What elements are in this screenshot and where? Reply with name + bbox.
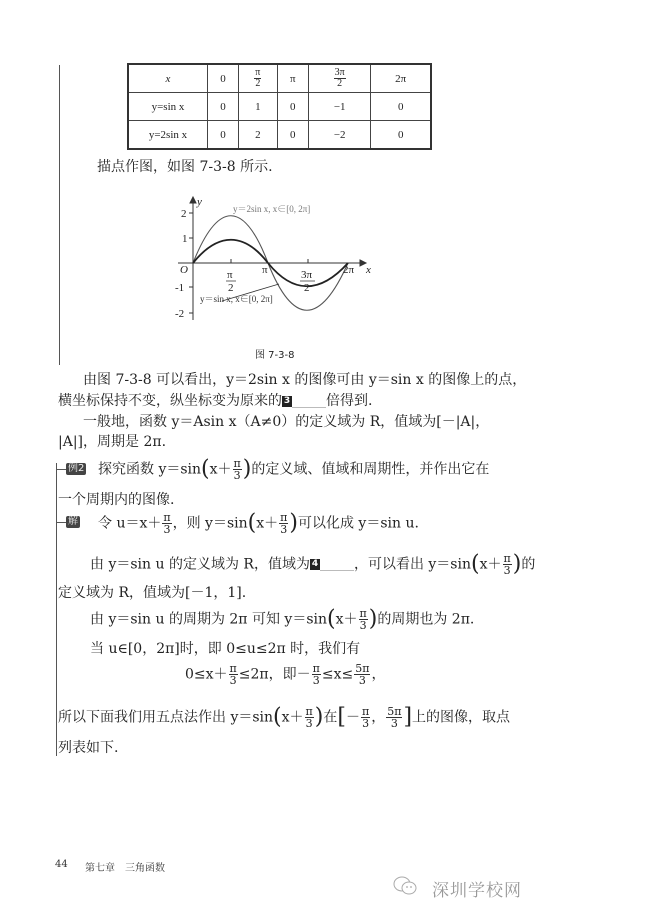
para2-line2: |A|]，周期是 2π.	[58, 434, 167, 450]
wechat-icon	[392, 874, 420, 898]
table-row-label: y=2sin x	[128, 121, 208, 150]
table-cell: −2	[308, 121, 370, 150]
example-line1	[98, 458, 489, 481]
text: ，则 y＝sin	[172, 515, 248, 532]
fraction	[229, 663, 238, 686]
num: π	[233, 457, 241, 470]
paren: (	[201, 456, 210, 482]
text: 的定义域、值域和周期性，并作出它在	[251, 461, 490, 478]
den: 3	[358, 674, 366, 687]
value-table	[127, 63, 432, 150]
sol-line6	[185, 663, 385, 686]
table-header-cell: 2π	[371, 64, 431, 93]
text: 可以化成 y＝sin u.	[297, 515, 419, 532]
num: π	[163, 511, 171, 524]
watermark-text: 深圳学校网	[432, 881, 522, 901]
den: 3	[359, 619, 367, 632]
chapter-title: 第七章 三角函数	[85, 863, 165, 874]
fraction	[503, 553, 512, 576]
example-line2: 一个周期内的图像.	[58, 492, 175, 508]
paren: )	[242, 456, 252, 482]
sol-line5: 当 u∈[0，2π]时，即 0≤u≤2π 时，我们有	[90, 641, 361, 657]
table-cell: 0	[277, 93, 308, 121]
table-cell: −1	[308, 93, 370, 121]
text: ，可以看出 y＝sin	[353, 556, 471, 573]
den: 3	[362, 717, 370, 730]
table-header-cell: $\frac{\pi}{2}$	[239, 64, 278, 93]
text: 在	[323, 709, 338, 726]
svg-text:x: x	[366, 264, 371, 276]
den: 3	[305, 717, 313, 730]
bracket: [	[337, 704, 346, 730]
fill-blank[interactable]	[320, 558, 354, 571]
solution-badge: 解	[68, 516, 78, 527]
paren: )	[289, 510, 298, 536]
sol-line8: 列表如下.	[58, 740, 119, 756]
sol-line7	[58, 706, 510, 729]
num: π	[312, 662, 320, 675]
svg-text:O: O	[180, 264, 188, 276]
example-connector	[56, 469, 66, 470]
text: －	[345, 709, 360, 726]
para1-text-end: 倍得到.	[326, 393, 373, 409]
fraction	[354, 663, 370, 686]
table-cell: 0	[277, 121, 308, 150]
table-header-cell: π	[277, 64, 308, 93]
sol-line1	[98, 512, 419, 535]
text: ，	[371, 709, 386, 726]
figure-caption: 图 7-3-8	[255, 350, 295, 361]
table-header-row	[128, 64, 431, 93]
sol-line4	[90, 608, 474, 631]
den: 3	[163, 523, 171, 536]
fraction	[305, 706, 314, 729]
sol-line3: 定义域为 R，值域为[－1，1].	[58, 585, 247, 601]
table-row	[128, 121, 431, 150]
text: ≤x≤	[321, 666, 354, 683]
fraction	[279, 512, 288, 535]
fraction	[162, 512, 171, 535]
paren: )	[512, 551, 522, 577]
den: 3	[229, 674, 237, 687]
text: ≤2π，即－	[238, 666, 311, 683]
paren: (	[247, 510, 257, 536]
text: x＋	[209, 461, 232, 478]
text: 上的图像，取点	[412, 709, 511, 726]
paren: (	[273, 704, 282, 730]
para2-line1: 一般地，函数 y＝Asin x（A≠0）的定义域为 R，值域为[－|A|，	[83, 414, 490, 430]
example-badge: 例2	[68, 463, 85, 474]
den: 3	[312, 674, 320, 687]
svg-text:2: 2	[181, 208, 187, 220]
table-cell: 0	[371, 121, 431, 150]
margin-rule-bottom	[56, 463, 57, 756]
svg-text:-1: -1	[175, 282, 185, 294]
fraction	[386, 706, 402, 729]
table-row-label: y=sin x	[128, 93, 208, 121]
sol-line2	[90, 553, 535, 576]
text: 所以下面我们用五点法作出 y＝sin	[58, 709, 274, 726]
fraction	[312, 663, 321, 686]
table-row	[128, 93, 431, 121]
svg-text:3π: 3π	[301, 269, 313, 281]
table-cell: 1	[239, 93, 278, 121]
blank-number: 3	[283, 395, 291, 406]
text: x＋	[281, 709, 304, 726]
text: 令 u＝x＋	[98, 515, 162, 532]
num: π	[305, 705, 313, 718]
paren: )	[368, 606, 378, 632]
sine-graph	[160, 190, 380, 370]
num: π	[361, 705, 370, 718]
text: x＋	[479, 556, 502, 573]
table-cell: 0	[208, 121, 239, 150]
fraction	[361, 706, 370, 729]
den: 3	[280, 523, 288, 536]
paren: (	[471, 551, 480, 577]
num: 5π	[355, 662, 370, 675]
svg-text:2: 2	[228, 282, 234, 294]
para1-text: 横坐标保持不变，纵坐标变为原来的	[58, 393, 282, 409]
label-sinx: y＝sin x, x∈[0, 2π]	[200, 294, 273, 304]
para1-line1: 由图 7-3-8 可以看出，y＝2sin x 的图像可由 y＝sin x 的图像上的点，	[83, 372, 527, 388]
solution-connector	[56, 522, 66, 523]
fill-blank[interactable]	[292, 395, 326, 408]
text: 0≤x＋	[185, 666, 228, 683]
table-cell: 0	[371, 93, 431, 121]
label-2sinx: y＝2sin x, x∈[0, 2π]	[233, 204, 311, 214]
svg-text:2π: 2π	[343, 264, 355, 276]
svg-text:π: π	[227, 269, 233, 281]
svg-text:π: π	[262, 264, 268, 276]
paren: )	[314, 704, 324, 730]
text: ，	[371, 666, 386, 683]
svg-text:-2: -2	[175, 308, 185, 320]
num: π	[359, 607, 367, 620]
num: π	[280, 511, 288, 524]
plot-instruction: 描点作图，如图 7-3-8 所示.	[97, 159, 273, 175]
blank-number: 4	[311, 559, 319, 569]
text: 的周期也为 2π.	[377, 611, 475, 628]
bracket: ]	[403, 704, 413, 730]
table-cell: 2	[239, 121, 278, 150]
text: x＋	[256, 515, 279, 532]
text: 由 y＝sin u 的周期为 2π 可知 y＝sin	[90, 611, 328, 628]
fraction	[233, 458, 242, 481]
table-header-cell: x	[128, 64, 208, 93]
table-cell: 0	[208, 93, 239, 121]
table-header-cell: $\frac{3\pi}{2}$	[308, 64, 370, 93]
text: 由 y＝sin u 的定义域为 R，值域为	[90, 556, 310, 573]
table-header-cell: 0	[208, 64, 239, 93]
page-number: 44	[55, 859, 68, 870]
margin-rule-top	[59, 65, 60, 365]
svg-text:y: y	[197, 196, 202, 208]
den: 3	[390, 717, 398, 730]
paren: (	[327, 606, 336, 632]
num: π	[503, 552, 511, 565]
den: 3	[233, 469, 241, 482]
text: x＋	[335, 611, 358, 628]
text: 探究函数 y＝sin	[98, 461, 202, 478]
den: 3	[503, 564, 511, 577]
fraction	[359, 608, 368, 631]
para1-line2	[58, 391, 372, 411]
svg-text:2: 2	[304, 282, 310, 294]
num: 5π	[387, 705, 402, 718]
svg-text:1: 1	[182, 233, 188, 245]
num: π	[229, 662, 237, 675]
text: 的	[521, 556, 536, 573]
